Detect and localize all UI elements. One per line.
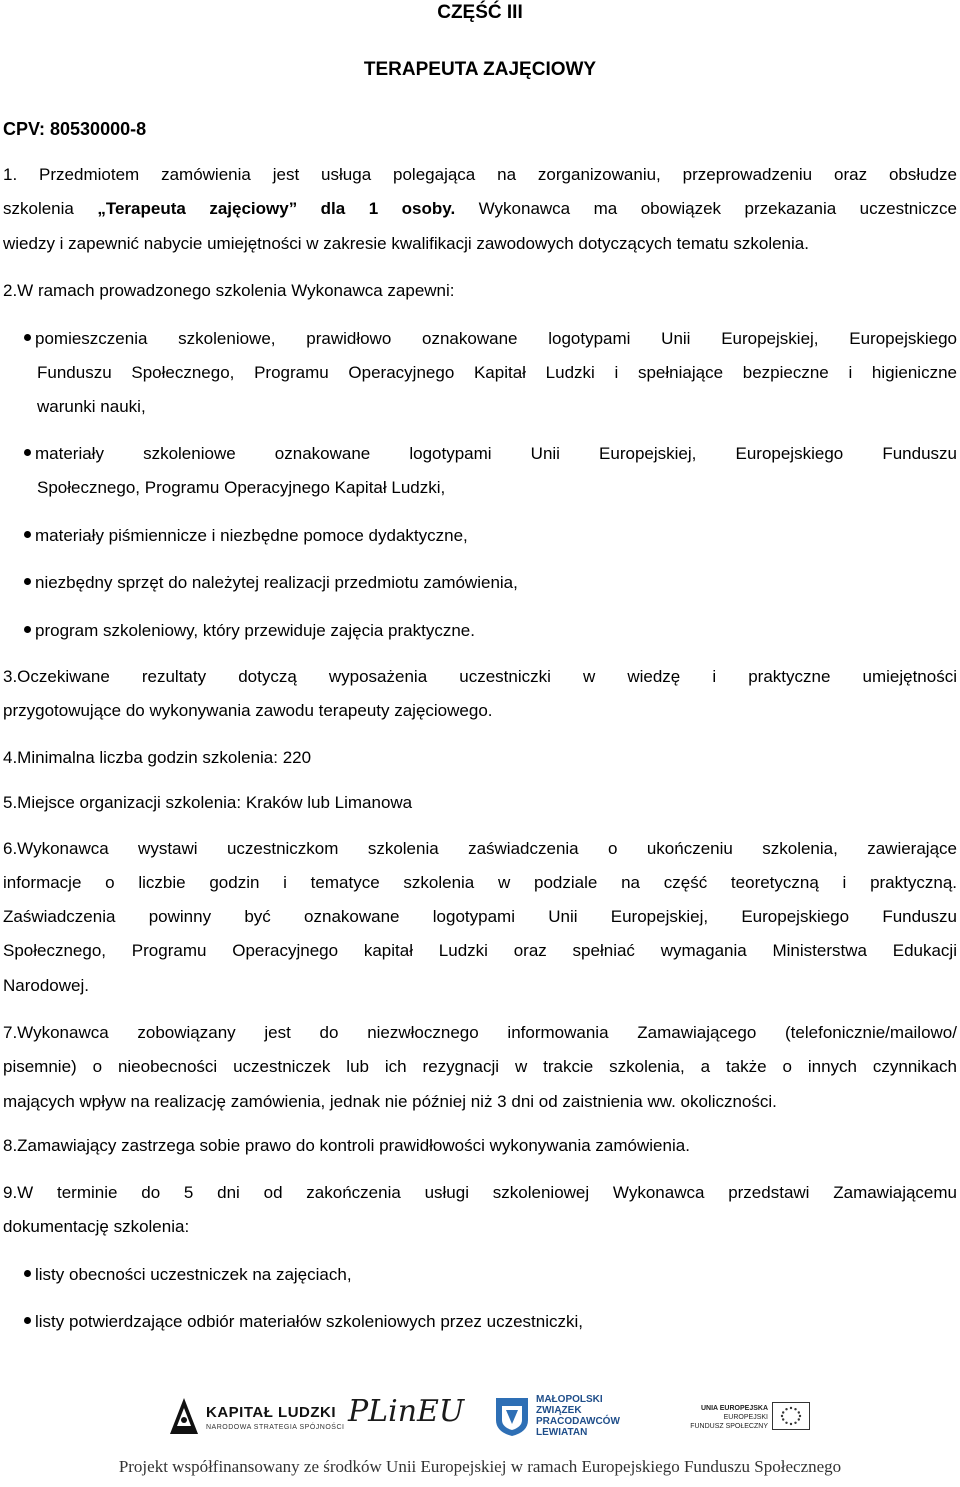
eu-line: UNIA EUROPEJSKA xyxy=(700,1405,768,1412)
bullet-item-cont: Społecznego, Programu Operacyjnego Kapitał Ludzki, xyxy=(37,478,446,497)
item1-line2 xyxy=(3,192,957,226)
item9-line1: 9.W terminie do 5 dni od zakończenia usługi szkoleniowej Wykonawca przedstawi Zamawiającemu xyxy=(3,1183,957,1202)
bullet-item xyxy=(24,322,957,356)
mzp-lewiatan-logo xyxy=(494,1394,634,1442)
item2-intro: 2.W ramach prowadzonego szkolenia Wykonawca zapewni: xyxy=(3,281,455,300)
item4: 4.Minimalna liczba godzin szkolenia: 220 xyxy=(3,748,312,767)
item7-line2: pisemnie) o nieobecności uczestniczek lub ich rezygnacji w trakcie szkolenia, a także o innych czynnikach xyxy=(3,1057,957,1076)
footer-logos xyxy=(0,1390,960,1450)
item6-line5: Narodowej. xyxy=(3,976,89,995)
document-title: TERAPEUTA ZAJĘCIOWY xyxy=(363,59,597,80)
kapital-ludzki-logo xyxy=(168,1396,345,1440)
bullet-icon xyxy=(24,1270,31,1277)
bullet-item xyxy=(24,519,468,553)
bullet-icon xyxy=(24,334,31,341)
bullet-item-cont: Funduszu Społecznego, Programu Operacyjnego Kapitał Ludzki i spełniające bezpieczne i higieniczne xyxy=(37,363,957,382)
item1-course-name: „Terapeuta zajęciowy” dla 1 osoby. xyxy=(97,199,456,218)
cpv-code: CPV: 80530000-8 xyxy=(3,119,147,139)
bullet-item xyxy=(24,1305,583,1339)
mzp-lewiatan-label xyxy=(536,1394,620,1438)
item3-line1: 3.Oczekiwane rezultaty dotyczą wyposażenia uczestniczki w wiedzę i praktyczne umiejętności xyxy=(3,667,957,686)
eu-flag-icon xyxy=(772,1402,810,1430)
plineu-logo: PLinEU xyxy=(348,1394,465,1429)
bullet-item xyxy=(24,566,518,600)
lewiatan-icon xyxy=(494,1396,530,1438)
bullet-icon xyxy=(24,531,31,538)
item7-line1: 7.Wykonawca zobowiązany jest do niezwłocznego informowania Zamawiającego (telefonicznie/mailowo/ xyxy=(3,1023,957,1042)
kapital-ludzki-sub: NARODOWA STRATEGIA SPÓJNOŚCI xyxy=(206,1424,345,1431)
bullet-icon xyxy=(24,578,31,585)
item6-line4: Społecznego, Programu Operacyjnego kapitał Ludzki oraz spełniać wymagania Ministerstwa Edukacji xyxy=(3,941,957,960)
bullet-icon xyxy=(24,449,31,456)
bullet-icon xyxy=(24,1317,31,1324)
bullet-text: niezbędny sprzęt do należytej realizacji przedmiotu zamówienia, xyxy=(35,573,518,592)
bullet-item xyxy=(24,437,957,471)
cofinancing-note: Projekt współfinansowany ze środków Unii Europejskiej w ramach Europejskiego Funduszu Społecznego xyxy=(118,1457,842,1476)
bullet-text: materiały szkoleniowe oznakowane logotypami Unii Europejskiej, Europejskiego Funduszu xyxy=(35,444,957,463)
item3-line2: przygotowujące do wykonywania zawodu terapeuty zajęciowego. xyxy=(3,701,493,720)
mzp-line: MAŁOPOLSKI xyxy=(536,1394,603,1405)
item6-line3: Zaświadczenia powinny być oznakowane logotypami Unii Europejskiej, Europejskiego Funduszu xyxy=(3,907,957,926)
eu-line: EUROPEJSKI xyxy=(723,1414,768,1421)
bullet-item xyxy=(24,614,475,648)
part-heading: CZĘŚĆ III xyxy=(437,2,523,23)
item1-line3: wiedzy i zapewnić nabycie umiejętności w zakresie kwalifikacji zawodowych dotyczących tematu szkolenia. xyxy=(3,234,809,253)
bullet-text: program szkoleniowy, który przewiduje zajęcia praktyczne. xyxy=(35,621,475,640)
item7-line3: mających wpływ na realizację zamówienia, jednak nie później niż 3 dni od zaistnienia ww. okoliczności. xyxy=(3,1092,777,1111)
bullet-icon xyxy=(24,626,31,633)
item1-line1: 1. Przedmiotem zamówienia jest usługa polegająca na zorganizowaniu, przeprowadzeniu oraz obsłudze xyxy=(3,165,957,184)
mzp-line: LEWIATAN xyxy=(536,1427,588,1438)
item6-line1: 6.Wykonawca wystawi uczestniczkom szkolenia zaświadczenia o ukończeniu szkolenia, zawierające xyxy=(3,839,957,858)
item9-line2: dokumentację szkolenia: xyxy=(3,1217,190,1236)
item1-text-cont: Wykonawca ma obowiązek przekazania uczestniczce xyxy=(455,199,957,218)
eu-logo xyxy=(676,1394,812,1438)
item8: 8.Zamawiający zastrzega sobie prawo do kontroli prawidłowości wykonywania zamówienia. xyxy=(3,1136,690,1155)
item6-line2: informacje o liczbie godzin i tematyce szkolenia w podziale na część teoretyczną i praktyczną. xyxy=(3,873,957,892)
kapital-ludzki-label: KAPITAŁ LUDZKI xyxy=(206,1404,337,1421)
bullet-text: pomieszczenia szkoleniowe, prawidłowo oznakowane logotypami Unii Europejskiej, Europejskiego xyxy=(35,329,957,348)
bullet-text: listy obecności uczestniczek na zajęciach, xyxy=(35,1265,352,1284)
mzp-line: ZWIĄZEK xyxy=(536,1405,582,1416)
mzp-line: PRACODAWCÓW xyxy=(536,1416,620,1427)
eu-line: FUNDUSZ SPOŁECZNY xyxy=(690,1423,768,1430)
bullet-text: materiały piśmiennicze i niezbędne pomoce dydaktyczne, xyxy=(35,526,468,545)
bullet-item-cont: warunki nauki, xyxy=(37,397,146,416)
eu-label xyxy=(676,1404,768,1431)
bullet-item xyxy=(24,1258,352,1292)
item5: 5.Miejsce organizacji szkolenia: Kraków lub Limanowa xyxy=(3,793,413,812)
kapital-ludzki-icon xyxy=(168,1396,200,1436)
bullet-text: listy potwierdzające odbiór materiałów szkoleniowych przez uczestniczki, xyxy=(35,1312,584,1331)
item1-text: szkolenia xyxy=(3,199,98,218)
